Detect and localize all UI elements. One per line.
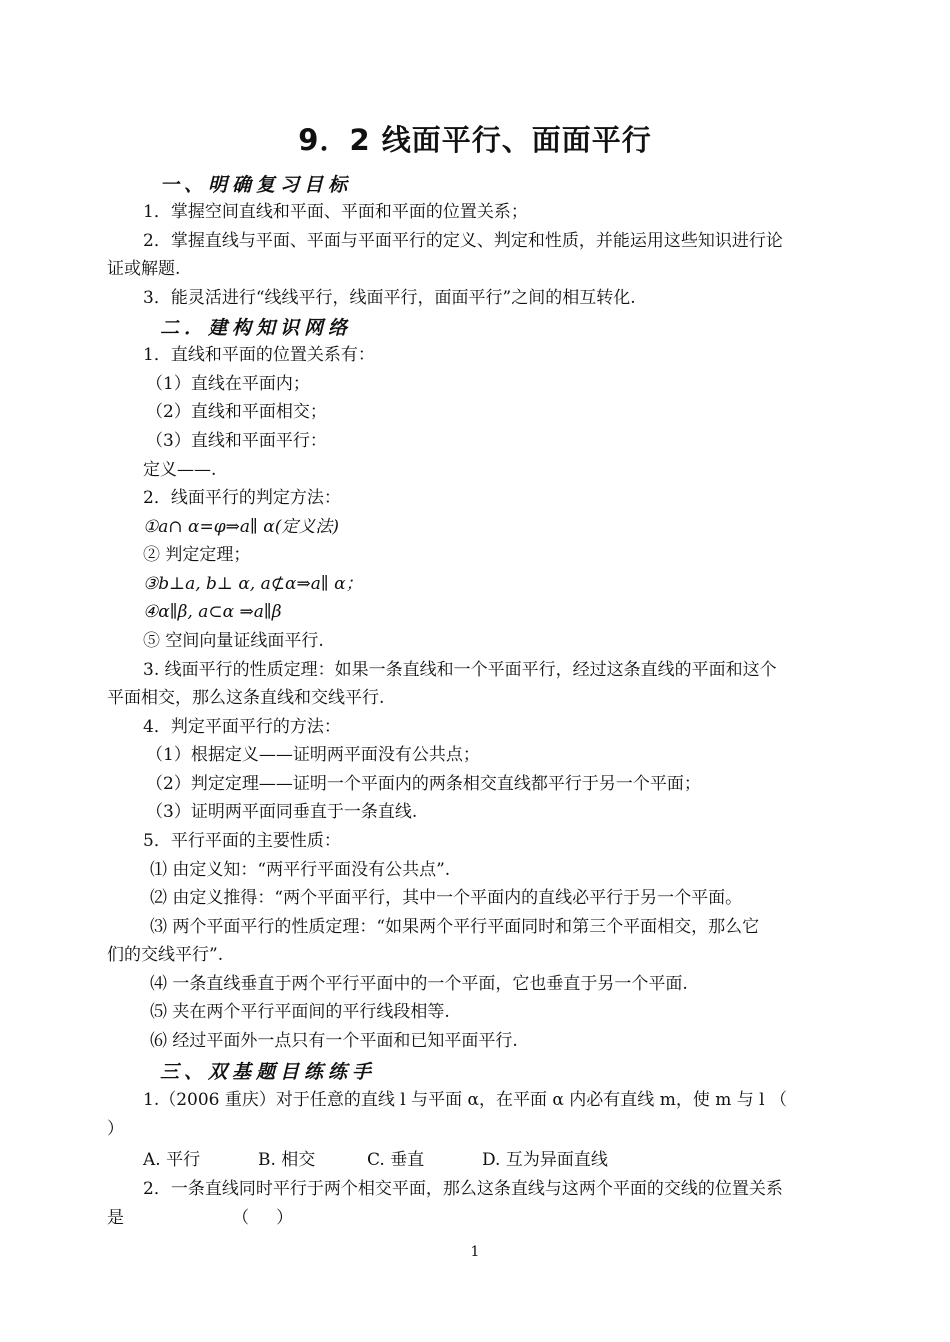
goal-2: 2．掌握直线与平面、平面与平面平行的定义、判定和性质，并能运用这些知识进行论 <box>143 231 783 251</box>
question-1-stem: 1.（2006 重庆）对于任意的直线 l 与平面 α，在平面 α 内必有直线 m，使 m 与 l （ <box>143 1090 787 1110</box>
knowledge-1-2: （2）直线和平面相交； <box>146 402 327 422</box>
knowledge-2: 2．线面平行的判定方法： <box>143 488 341 508</box>
knowledge-5-5: ⑸ 夹在两个平行平面间的平行线段相等. <box>150 1002 450 1022</box>
question-1-option-d: D. 互为异面直线 <box>482 1150 608 1170</box>
knowledge-3-cont: 平面相交，那么这条直线和交线平行. <box>107 688 385 708</box>
goal-1: 1．掌握空间直线和平面、平面和平面的位置关系； <box>143 202 528 222</box>
knowledge-4-1: （1）根据定义——证明两平面没有公共点； <box>146 745 480 765</box>
knowledge-3: 3. 线面平行的性质定理：如果一条直线和一个平面平行，经过这条直线的平面和这个 <box>143 660 777 680</box>
knowledge-2-method-2: ② 判定定理； <box>143 545 251 565</box>
knowledge-4-3: （3）证明两平面同垂直于一条直线. <box>146 802 418 822</box>
knowledge-5-1: ⑴ 由定义知：“两平行平面没有公共点”. <box>150 860 451 880</box>
goal-3: 3．能灵活进行“线线平行，线面平行，面面平行”之间的相互转化. <box>143 288 636 308</box>
knowledge-1-1: （1）直线在平面内； <box>146 374 310 394</box>
section-heading-exercises: 三、双基题目练练手 <box>160 1061 377 1083</box>
knowledge-2-method-4: ④α∥β, a⊂α ⇒a∥β <box>143 602 282 622</box>
knowledge-5-3: ⑶ 两个平面平行的性质定理：“如果两个平行平面同时和第三个平面相交，那么它 <box>150 917 760 937</box>
knowledge-definition: 定义——. <box>143 460 217 480</box>
question-1-option-c: C. 垂直 <box>367 1150 425 1170</box>
knowledge-1-3: （3）直线和平面平行： <box>146 431 327 451</box>
question-1-option-a: A. 平行 <box>143 1150 201 1170</box>
knowledge-4-2: （2）判定定理——证明一个平面内的两条相交直线都平行于另一个平面； <box>146 774 701 794</box>
question-2-stem-end: 是 （ ） <box>107 1208 294 1228</box>
section-heading-goals: 一、明确复习目标 <box>160 174 353 196</box>
question-2-stem: 2．一条直线同时平行于两个相交平面，那么这条直线与这两个平面的交线的位置关系 <box>143 1179 783 1199</box>
knowledge-5: 5．平行平面的主要性质： <box>143 831 341 851</box>
goal-2-cont: 证或解题. <box>107 259 181 279</box>
page-title: 9．2 线面平行、面面平行 <box>298 123 652 157</box>
knowledge-2-method-3: ③b⊥a, b⊥ α, a⊄α⇒a∥ α； <box>143 574 363 594</box>
knowledge-4: 4．判定平面平行的方法： <box>143 717 341 737</box>
knowledge-5-2: ⑵ 由定义推得：“两个平面平行，其中一个平面内的直线必平行于另一个平面。 <box>150 888 743 908</box>
knowledge-5-6: ⑹ 经过平面外一点只有一个平面和已知平面平行. <box>150 1031 518 1051</box>
knowledge-2-method-5: ⑤ 空间向量证线面平行. <box>143 631 324 651</box>
knowledge-5-4: ⑷ 一条直线垂直于两个平行平面中的一个平面，它也垂直于另一个平面. <box>150 974 688 994</box>
question-1-stem-end: ） <box>107 1119 124 1139</box>
knowledge-1: 1．直线和平面的位置关系有： <box>143 345 375 365</box>
question-1-option-b: B. 相交 <box>258 1150 316 1170</box>
section-heading-knowledge: 二．建构知识网络 <box>160 317 353 339</box>
knowledge-2-method-1: ①a∩ α=φ⇒a∥ α(定义法) <box>143 517 340 537</box>
page-number: 1 <box>470 1244 480 1260</box>
knowledge-5-3-cont: 们的交线平行”. <box>107 945 224 965</box>
